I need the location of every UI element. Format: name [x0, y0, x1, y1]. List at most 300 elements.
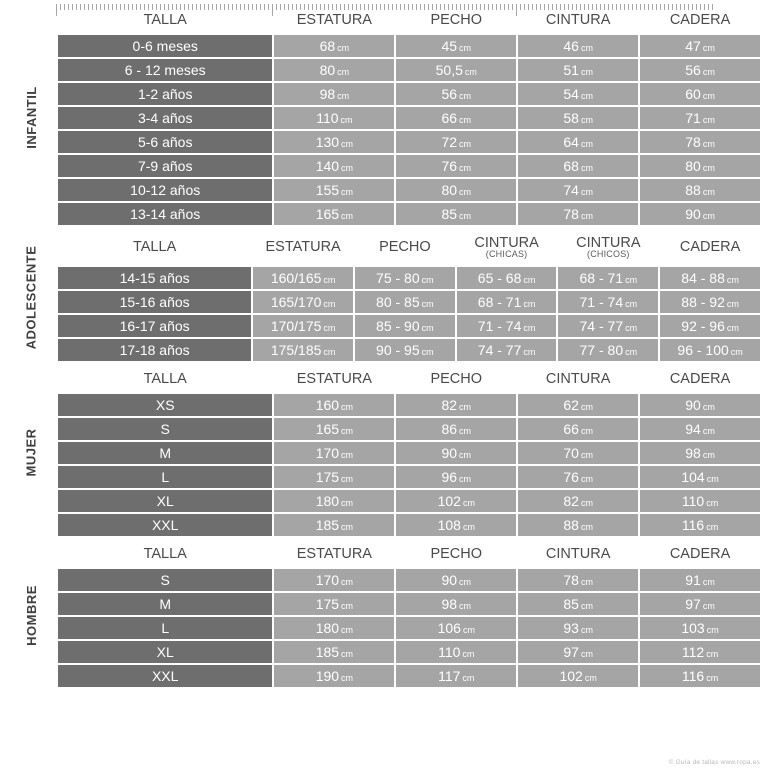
- cell-measurement: [274, 617, 394, 639]
- cell-measurement: [355, 267, 455, 289]
- measurement-unit: cm: [702, 211, 715, 222]
- measurement-unit: cm: [462, 625, 475, 636]
- table-row: [58, 315, 760, 337]
- cell-measurement: [396, 569, 516, 591]
- column-header-label: CADERA: [669, 370, 731, 387]
- cell-measurement: [640, 83, 760, 105]
- cell-measurement: [640, 155, 760, 177]
- table-row: [58, 442, 760, 464]
- measurement-value: 90: [685, 397, 701, 414]
- measurement-unit: cm: [580, 115, 593, 126]
- measurement-value: 71: [685, 110, 701, 127]
- cell-measurement: [396, 617, 516, 639]
- size-table: [56, 367, 762, 538]
- measurement-value: 175: [315, 596, 340, 613]
- measurement-value: 117: [438, 668, 461, 685]
- cell-measurement: [518, 490, 638, 512]
- measurement-value: 78: [563, 572, 579, 589]
- cell-measurement: [518, 131, 638, 153]
- measurement-unit: cm: [706, 498, 719, 509]
- cell-measurement: [457, 339, 557, 361]
- cell-measurement: [640, 490, 760, 512]
- table-row: [58, 267, 760, 289]
- cell-measurement: [640, 617, 760, 639]
- measurement-unit: cm: [462, 522, 475, 533]
- measurement-unit: cm: [730, 346, 743, 357]
- cell-measurement: [396, 418, 516, 440]
- column-header: [640, 544, 760, 567]
- measurement-unit: cm: [580, 450, 593, 461]
- cell-measurement: [274, 641, 394, 663]
- measurement-unit: cm: [341, 522, 354, 533]
- cell-measurement: [640, 394, 760, 416]
- measurement-value: 104: [681, 469, 705, 486]
- measurement-unit: cm: [706, 625, 719, 636]
- measurement-value: 140: [315, 158, 340, 175]
- measurement-value: 45: [441, 38, 458, 55]
- cell-measurement: [274, 83, 394, 105]
- cell-measurement: [640, 418, 760, 440]
- measurement-unit: cm: [421, 274, 434, 285]
- column-header-label: CINTURA: [545, 370, 611, 387]
- cell-measurement: [558, 291, 658, 313]
- measurement-unit: cm: [337, 67, 350, 78]
- measurement-value: 90: [441, 572, 458, 589]
- cell-measurement: [660, 267, 760, 289]
- cell-talla: S: [58, 569, 272, 591]
- measurement-unit: cm: [702, 577, 715, 588]
- cell-measurement: [457, 267, 557, 289]
- cell-talla: XL: [58, 641, 272, 663]
- measurement-value: 170/175: [270, 317, 322, 334]
- table-row: [58, 394, 760, 416]
- measurement-value: 170: [315, 572, 340, 589]
- measurement-value: 78: [563, 206, 579, 223]
- measurement-unit: cm: [341, 211, 354, 222]
- cell-measurement: [457, 291, 557, 313]
- column-header-label: ESTATURA: [265, 239, 341, 256]
- cell-measurement: [396, 641, 516, 663]
- measurement-value: 160/165: [270, 269, 322, 286]
- measurement-value: 85: [563, 596, 579, 613]
- cell-measurement: [274, 442, 394, 464]
- table-row: [58, 339, 760, 361]
- column-header: [518, 10, 638, 33]
- section-side-label-text: MUJER: [23, 428, 39, 477]
- measurement-value: 97: [685, 596, 701, 613]
- measurement-value: 72: [441, 134, 458, 151]
- measurement-value: 86: [441, 421, 458, 438]
- cell-measurement: [558, 339, 658, 361]
- size-section-adolescente: [0, 231, 770, 363]
- cell-measurement: [355, 315, 455, 337]
- measurement-unit: cm: [702, 115, 715, 126]
- measurement-value: 56: [685, 62, 701, 79]
- table-row: [58, 131, 760, 153]
- column-header-label: CADERA: [669, 546, 731, 563]
- cell-measurement: [518, 514, 638, 536]
- measurement-value: 74 - 77: [579, 317, 624, 334]
- measurement-value: 85 - 90: [376, 317, 420, 334]
- measurement-unit: cm: [459, 211, 472, 222]
- cell-measurement: [274, 665, 394, 687]
- cell-measurement: [518, 617, 638, 639]
- measurement-unit: cm: [580, 139, 593, 150]
- measurement-unit: cm: [702, 426, 715, 437]
- cell-talla: 10-12 años: [58, 179, 272, 201]
- cell-measurement: [396, 466, 516, 488]
- column-header: [355, 233, 455, 265]
- measurement-unit: cm: [726, 322, 739, 333]
- measurement-value: 130: [315, 134, 340, 151]
- column-header-label: CINTURA: [474, 235, 539, 252]
- measurement-value: 102: [559, 668, 583, 685]
- measurement-value: 94: [685, 421, 701, 438]
- column-header: [396, 544, 516, 567]
- measurement-unit: cm: [459, 601, 472, 612]
- measurement-unit: cm: [580, 649, 593, 660]
- column-header-label: ESTATURA: [296, 370, 372, 387]
- cell-measurement: [396, 490, 516, 512]
- cell-measurement: [640, 442, 760, 464]
- cell-measurement: [253, 339, 353, 361]
- cell-talla: XS: [58, 394, 272, 416]
- measurement-unit: cm: [580, 498, 593, 509]
- measurement-unit: cm: [462, 498, 475, 509]
- measurement-value: 82: [563, 493, 579, 510]
- cell-measurement: [660, 291, 760, 313]
- measurement-unit: cm: [341, 649, 354, 660]
- measurement-value: 160: [315, 397, 340, 414]
- measurement-value: 185: [315, 644, 340, 661]
- measurement-value: 98: [685, 445, 701, 462]
- measurement-value: 62: [563, 397, 579, 414]
- cell-talla: XL: [58, 490, 272, 512]
- measurement-unit: cm: [580, 67, 593, 78]
- cell-measurement: [274, 490, 394, 512]
- table-row: [58, 617, 760, 639]
- table-row: [58, 490, 760, 512]
- table-row: [58, 155, 760, 177]
- cell-measurement: [396, 665, 516, 687]
- cell-measurement: [558, 315, 658, 337]
- measurement-value: 90: [441, 445, 458, 462]
- cell-talla: 16-17 años: [58, 315, 251, 337]
- measurement-value: 58: [563, 110, 579, 127]
- column-header: [396, 10, 516, 33]
- measurement-value: 96 - 100: [677, 341, 729, 358]
- size-section-mujer: [0, 367, 770, 538]
- measurement-unit: cm: [341, 187, 354, 198]
- size-tables-container: [0, 8, 770, 689]
- table-header-row: [58, 369, 760, 392]
- section-side-label: [18, 8, 44, 227]
- cell-measurement: [518, 394, 638, 416]
- measurement-unit: cm: [702, 187, 715, 198]
- cell-measurement: [558, 267, 658, 289]
- cell-measurement: [274, 179, 394, 201]
- measurement-unit: cm: [462, 673, 475, 684]
- measurement-unit: cm: [580, 43, 593, 54]
- section-side-label-text: HOMBRE: [23, 585, 39, 647]
- table-row: [58, 665, 760, 687]
- measurement-unit: cm: [580, 187, 593, 198]
- cell-measurement: [396, 394, 516, 416]
- cell-measurement: [518, 442, 638, 464]
- measurement-unit: cm: [580, 163, 593, 174]
- measurement-value: 91: [685, 572, 701, 589]
- section-side-label-text: INFANTIL: [23, 86, 39, 149]
- cell-measurement: [518, 179, 638, 201]
- cell-measurement: [640, 569, 760, 591]
- cell-measurement: [274, 394, 394, 416]
- measurement-value: 77 - 80: [579, 341, 624, 358]
- column-header: [58, 544, 272, 567]
- column-header: [58, 10, 272, 33]
- cell-measurement: [396, 514, 516, 536]
- cell-measurement: [518, 665, 638, 687]
- measurement-value: 74 - 77: [477, 341, 522, 358]
- measurement-value: 46: [563, 38, 579, 55]
- section-side-label: [18, 542, 44, 689]
- measurement-unit: cm: [421, 298, 434, 309]
- cell-measurement: [518, 466, 638, 488]
- cell-talla: 17-18 años: [58, 339, 251, 361]
- table-row: [58, 641, 760, 663]
- measurement-value: 165: [315, 206, 340, 223]
- cell-measurement: [640, 466, 760, 488]
- measurement-unit: cm: [580, 402, 593, 413]
- measurement-unit: cm: [625, 274, 638, 285]
- measurement-unit: cm: [337, 43, 350, 54]
- column-header-label: CADERA: [669, 12, 731, 28]
- measurement-unit: cm: [702, 43, 715, 54]
- cell-measurement: [274, 131, 394, 153]
- measurement-value: 82: [441, 397, 458, 414]
- measurement-unit: cm: [580, 211, 593, 222]
- cell-measurement: [660, 315, 760, 337]
- cell-measurement: [355, 339, 455, 361]
- measurement-unit: cm: [462, 649, 475, 660]
- cell-measurement: [640, 641, 760, 663]
- measurement-value: 90 - 95: [376, 341, 420, 358]
- column-header-label: CINTURA: [545, 12, 611, 28]
- measurement-value: 106: [437, 620, 461, 637]
- measurement-value: 76: [441, 158, 458, 175]
- column-header-label: PECHO: [430, 370, 483, 387]
- measurement-value: 50,5: [435, 62, 463, 79]
- column-header: [58, 233, 251, 265]
- column-header: [660, 233, 760, 265]
- column-header-label: CINTURA: [545, 546, 611, 563]
- measurement-unit: cm: [706, 649, 719, 660]
- cell-measurement: [274, 107, 394, 129]
- column-header: [518, 544, 638, 567]
- column-header: [457, 233, 557, 265]
- measurement-unit: cm: [706, 673, 719, 684]
- measurement-unit: cm: [341, 139, 354, 150]
- cell-measurement: [396, 59, 516, 81]
- cell-measurement: [274, 569, 394, 591]
- cell-talla: 6 - 12 meses: [58, 59, 272, 81]
- cell-talla: M: [58, 442, 272, 464]
- measurement-value: 78: [685, 134, 701, 151]
- measurement-unit: cm: [323, 322, 336, 333]
- cell-measurement: [640, 665, 760, 687]
- measurement-unit: cm: [459, 474, 472, 485]
- column-header-label: PECHO: [430, 546, 483, 563]
- column-header-label: CINTURA: [576, 235, 641, 252]
- cell-measurement: [518, 83, 638, 105]
- cell-measurement: [253, 267, 353, 289]
- column-header: [274, 10, 394, 33]
- cell-talla: XXL: [58, 665, 272, 687]
- measurement-value: 66: [563, 421, 579, 438]
- measurement-value: 75 - 80: [376, 269, 420, 286]
- measurement-unit: cm: [341, 625, 354, 636]
- measurement-unit: cm: [580, 522, 593, 533]
- column-header: [58, 369, 272, 392]
- measurement-value: 80 - 85: [376, 293, 420, 310]
- measurement-value: 60: [685, 86, 701, 103]
- cell-measurement: [640, 203, 760, 225]
- column-header-sublabel: (CHICAS): [485, 249, 528, 260]
- column-header: [274, 369, 394, 392]
- table-header-row: [58, 233, 760, 265]
- measurement-value: 84 - 88: [681, 269, 725, 286]
- measurement-unit: cm: [459, 402, 472, 413]
- column-header-label: TALLA: [143, 546, 187, 563]
- table-row: [58, 83, 760, 105]
- measurement-unit: cm: [706, 474, 719, 485]
- column-header: [396, 369, 516, 392]
- measurement-unit: cm: [341, 450, 354, 461]
- measurement-value: 47: [685, 38, 701, 55]
- measurement-unit: cm: [625, 298, 638, 309]
- section-side-label-text: ADOLESCENTE: [23, 245, 39, 349]
- measurement-value: 175: [315, 469, 340, 486]
- measurement-value: 185: [315, 517, 340, 534]
- size-table: [56, 8, 762, 227]
- size-section-infantil: [0, 8, 770, 227]
- cell-measurement: [396, 155, 516, 177]
- column-header-label: TALLA: [143, 370, 187, 387]
- measurement-unit: cm: [341, 402, 354, 413]
- measurement-unit: cm: [341, 498, 354, 509]
- cell-talla: L: [58, 617, 272, 639]
- cell-measurement: [274, 514, 394, 536]
- column-header-label: TALLA: [143, 12, 187, 28]
- measurement-value: 76: [563, 469, 579, 486]
- measurement-unit: cm: [341, 163, 354, 174]
- measurement-unit: cm: [726, 274, 739, 285]
- measurement-value: 54: [563, 86, 579, 103]
- measurement-unit: cm: [341, 426, 354, 437]
- measurement-unit: cm: [702, 402, 715, 413]
- measurement-unit: cm: [702, 67, 715, 78]
- measurement-unit: cm: [625, 346, 638, 357]
- measurement-value: 110: [438, 644, 461, 661]
- measurement-value: 170: [315, 445, 340, 462]
- measurement-value: 165: [315, 421, 340, 438]
- column-header-label: TALLA: [132, 239, 177, 256]
- table-row: [58, 418, 760, 440]
- measurement-unit: cm: [459, 450, 472, 461]
- table-row: [58, 107, 760, 129]
- measurement-value: 51: [563, 62, 579, 79]
- measurement-value: 103: [681, 620, 705, 637]
- measurement-unit: cm: [580, 601, 593, 612]
- cell-talla: 14-15 años: [58, 267, 251, 289]
- footer-note: © Guía de tallas www.ropa.es: [668, 759, 760, 766]
- table-row: [58, 203, 760, 225]
- measurement-unit: cm: [421, 346, 434, 357]
- cell-measurement: [518, 203, 638, 225]
- cell-measurement: [396, 203, 516, 225]
- measurement-unit: cm: [523, 322, 536, 333]
- cell-measurement: [518, 155, 638, 177]
- measurement-value: 112: [681, 644, 705, 661]
- cell-measurement: [518, 641, 638, 663]
- column-header-sublabel: (CHICOS): [587, 249, 630, 260]
- column-header-label: PECHO: [379, 239, 431, 256]
- measurement-unit: cm: [464, 67, 477, 78]
- cell-measurement: [457, 315, 557, 337]
- measurement-value: 64: [563, 134, 579, 151]
- measurement-unit: cm: [459, 139, 472, 150]
- measurement-value: 98: [441, 596, 458, 613]
- measurement-unit: cm: [726, 298, 739, 309]
- cell-measurement: [274, 155, 394, 177]
- table-row: [58, 514, 760, 536]
- size-section-hombre: [0, 542, 770, 689]
- measurement-value: 70: [563, 445, 579, 462]
- measurement-unit: cm: [323, 298, 336, 309]
- measurement-unit: cm: [341, 601, 354, 612]
- table-header-row: [58, 544, 760, 567]
- cell-measurement: [274, 59, 394, 81]
- measurement-value: 110: [681, 493, 705, 510]
- measurement-value: 80: [685, 158, 701, 175]
- cell-measurement: [396, 107, 516, 129]
- measurement-unit: cm: [702, 139, 715, 150]
- table-row: [58, 466, 760, 488]
- measurement-value: 165/170: [270, 293, 322, 310]
- measurement-value: 108: [437, 517, 461, 534]
- measurement-unit: cm: [421, 322, 434, 333]
- cell-measurement: [640, 59, 760, 81]
- measurement-value: 88: [563, 517, 579, 534]
- size-table: [56, 542, 762, 689]
- cell-measurement: [518, 107, 638, 129]
- cell-measurement: [274, 593, 394, 615]
- measurement-value: 98: [319, 86, 336, 103]
- table-header-row: [58, 10, 760, 33]
- column-header: [274, 544, 394, 567]
- measurement-unit: cm: [580, 474, 593, 485]
- table-row: [58, 59, 760, 81]
- measurement-unit: cm: [702, 601, 715, 612]
- measurement-unit: cm: [459, 115, 472, 126]
- cell-measurement: [253, 315, 353, 337]
- measurement-unit: cm: [523, 298, 536, 309]
- measurement-unit: cm: [459, 577, 472, 588]
- cell-measurement: [396, 131, 516, 153]
- cell-measurement: [274, 418, 394, 440]
- cell-measurement: [640, 514, 760, 536]
- section-side-label: [18, 231, 44, 363]
- cell-measurement: [396, 35, 516, 57]
